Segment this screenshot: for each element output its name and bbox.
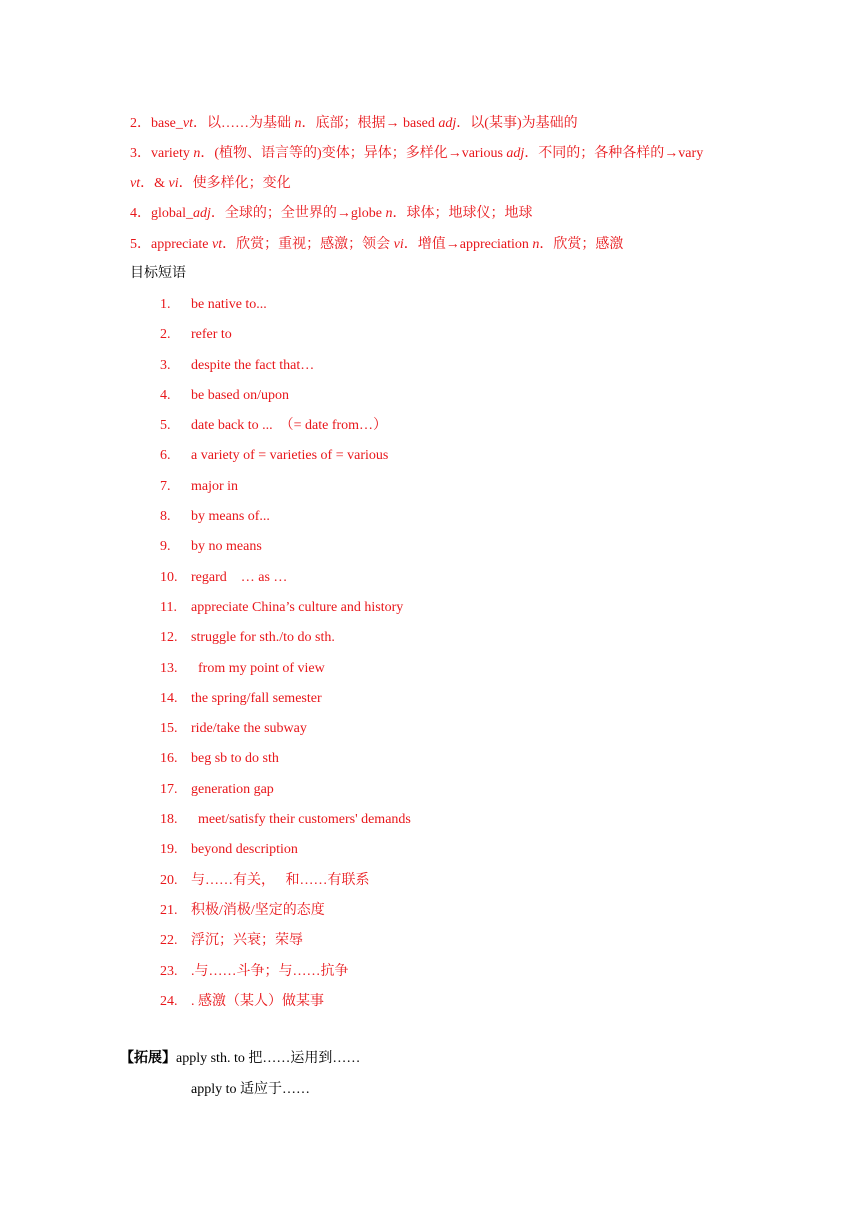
vocab-text: ．以……为基础 (193, 116, 295, 131)
pos-label: adj (193, 206, 211, 221)
list-number: 9. (160, 539, 171, 555)
phrase-text: ride/take the subway (191, 721, 307, 737)
list-number: 2. (160, 327, 171, 343)
pos-label: adj (506, 146, 525, 161)
phrase-text: struggle for sth./to do sth. (191, 630, 335, 646)
list-number: 11. (160, 599, 177, 615)
phrase-text: a variety of = varieties of = various (191, 448, 389, 464)
list-number: 18. (160, 812, 178, 828)
vocab-entry-global (130, 205, 533, 223)
list-number: 23. (160, 963, 178, 979)
phrase-text: appreciate China’s culture and history (191, 599, 404, 615)
pos-label: n (532, 237, 540, 252)
list-number: 16. (160, 751, 178, 767)
extension-row (120, 1050, 360, 1068)
phrase-text: meet/satisfy their customers' demands (191, 812, 411, 828)
list-number: 22. (160, 933, 178, 949)
list-number: 7. (160, 478, 171, 494)
section-heading-target-phrases: 目标短语 (130, 266, 186, 281)
list-number: 14. (160, 690, 178, 706)
extension-row-2: apply to 适应于…… (191, 1082, 310, 1097)
pos-label: vt (212, 237, 223, 252)
pos-label: n (385, 206, 393, 221)
list-number: 5. (160, 418, 171, 434)
phrase-text: beg sb to do sth (191, 751, 279, 767)
vocab-text: ．增值→appreciation (403, 237, 533, 252)
vocab-text: ．欣赏；重视；感激；领会 (222, 237, 394, 252)
vocab-text: ．以(某事)为基础的 (456, 116, 578, 131)
list-number: 17. (160, 781, 178, 797)
phrase-text: be native to... (191, 297, 267, 312)
phrase-text: 浮沉；兴衰；荣辱 (191, 933, 303, 949)
vocab-text: ．球体；地球仪；地球 (392, 206, 533, 221)
vocab-text: 5．appreciate (130, 237, 213, 252)
phrase-text: . 感激（某人）做某事 (191, 993, 324, 1009)
vocab-text: ．欣赏；感激 (539, 237, 624, 252)
pos-label: vi (168, 176, 179, 191)
phrase-text: be based on/upon (191, 387, 289, 403)
vocab-text: 3．variety (130, 146, 194, 161)
vocab-text: ．(植物、语言等的)变体；异体；多样化→various (200, 146, 507, 161)
list-number: 6. (160, 448, 171, 464)
phrase-text: 与……有关， 和……有联系 (191, 872, 370, 888)
list-number: 12. (160, 630, 178, 646)
phrase-text: regard … as … (191, 569, 288, 585)
phrase-text: beyond description (191, 842, 298, 858)
vocab-text: ．使多样化；变化 (178, 176, 291, 191)
list-number: 10. (160, 569, 178, 585)
extension-label: 【拓展】 (120, 1051, 176, 1066)
vocab-text: ．不同的；各种各样的→vary (524, 146, 704, 161)
phrase-text: date back to ... （= date from…） (191, 418, 388, 434)
list-number: 21. (160, 902, 178, 918)
vocab-text: ．全球的；全世界的→globe (210, 206, 386, 221)
phrase-text: .与……斗争；与……抗争 (191, 963, 349, 979)
list-number: 3. (160, 357, 171, 373)
pos-label: vt (130, 176, 141, 191)
phrase-text: despite the fact that… (191, 357, 315, 373)
list-number: 4. (160, 387, 171, 403)
phrase-text: by no means (191, 539, 262, 555)
list-number: 20. (160, 872, 178, 888)
vocab-entry-base (130, 115, 578, 133)
phrase-text: 积极/消极/坚定的态度 (191, 902, 325, 918)
list-number: 1. (160, 297, 171, 312)
phrase-text: generation gap (191, 781, 274, 797)
pos-label: n (294, 116, 302, 131)
phrase-text: refer to (191, 327, 232, 343)
extension-text: apply sth. to 把……运用到…… (176, 1051, 361, 1066)
vocab-text: ．底部；根据→ based (301, 116, 439, 131)
phrase-text: from my point of view (191, 660, 325, 676)
pos-label: vt (182, 116, 193, 131)
vocab-entry-appreciate (130, 236, 623, 254)
phrase-text: the spring/fall semester (191, 690, 322, 706)
list-number: 24. (160, 993, 178, 1009)
pos-label: vi (393, 237, 404, 252)
vocab-text: ．& (140, 176, 169, 191)
list-number: 19. (160, 842, 178, 858)
list-number: 15. (160, 721, 178, 737)
phrase-text: by means of... (191, 509, 270, 525)
phrase-text: major in (191, 478, 239, 494)
pos-label: n (193, 146, 201, 161)
vocab-entry-variety (130, 145, 703, 163)
vocab-entry-vary (130, 175, 291, 193)
vocab-text: 2．base_ (130, 116, 183, 131)
list-number: 13. (160, 660, 178, 676)
vocab-text: 4．global_ (130, 206, 193, 221)
pos-label: adj (438, 116, 457, 131)
list-number: 8. (160, 509, 171, 525)
